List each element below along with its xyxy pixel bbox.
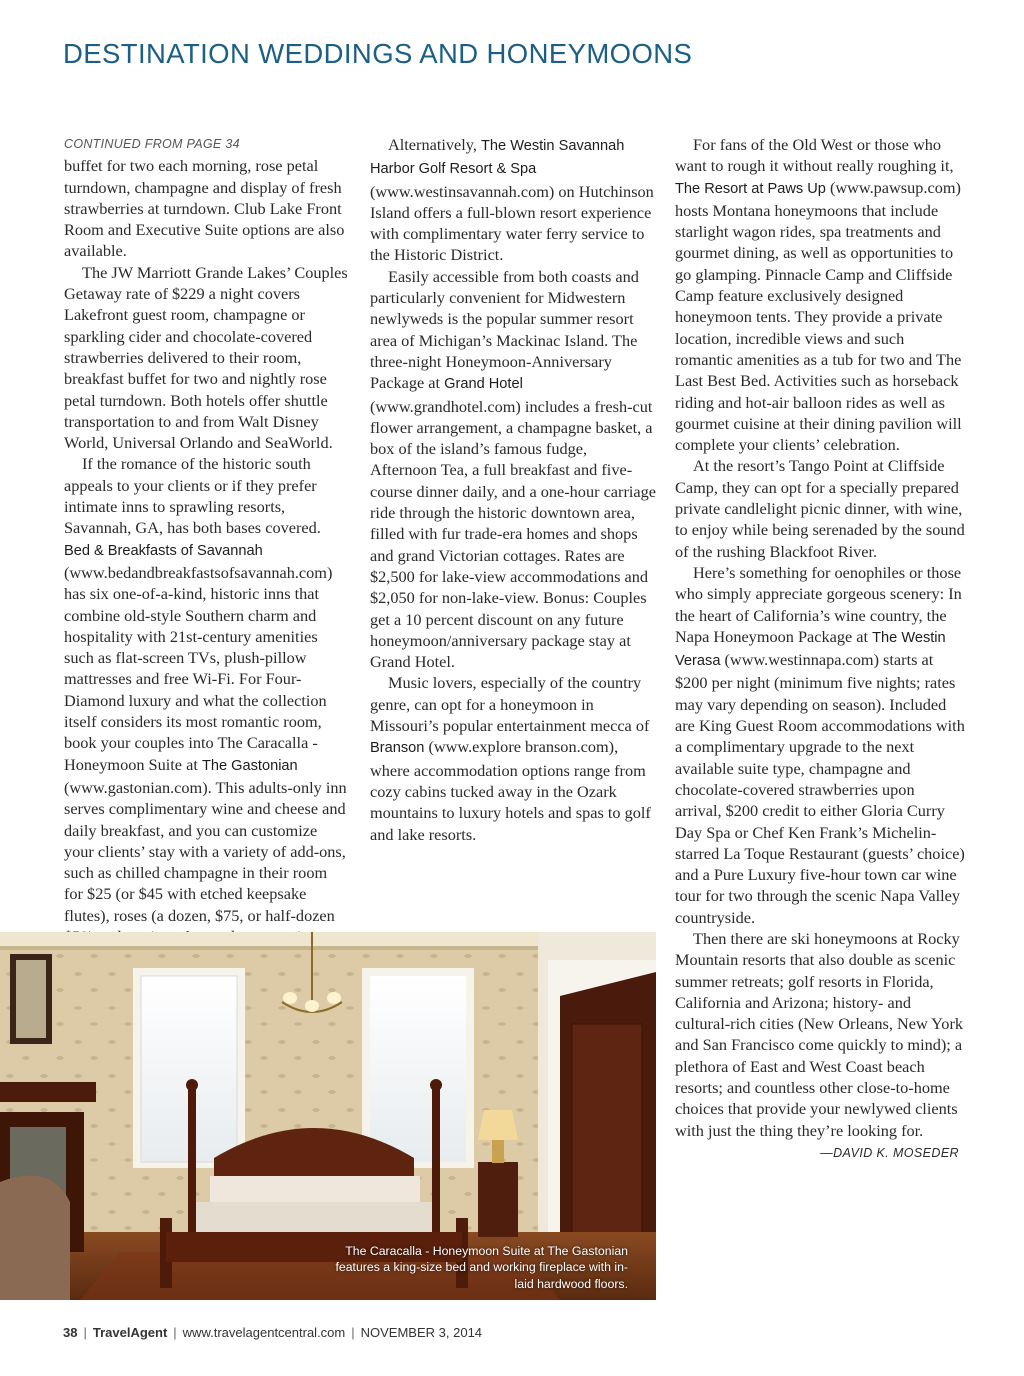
business-name: The Resort at Paws Up xyxy=(675,180,826,197)
paragraph xyxy=(64,453,350,968)
paragraph-text: Easily accessible from both coasts and particularly convenient for Midwestern newlyweds is the popular summer resort area of Michigan’s Mackinac Island. The three-night Honeymoon-Anniversary Package at xyxy=(370,266,639,393)
paragraph-text: (www.gastonian.com). This adults-only inn serves complimentary wine and cheese and daily breakfast, and you can customize your clients’ stay with a variety of add-ons, such as chilled champagne in their room for $25 (or $45 with etched keepsake flutes), roses (a dozen, $75, or half-dozen xyxy=(64,777,347,925)
paragraph-text: (www.explore branson.com), where accommodation options range from cozy cabins tucked away in the Ozark mountains to luxury hotels and spas to golf and lake resorts. xyxy=(370,737,651,844)
bedroom-photo xyxy=(0,932,656,1300)
business-name: The Westin Verasa xyxy=(675,629,946,670)
paragraph-text: (www.bedandbreakfastsofsavannah.com) has six one-of-a-kind, historic inns that combine old-style Southern charm and hospitality with 21st-century amenities such as flat-screen TVs, plush-pillow mattresses and free Wi-Fi. For Four-Diamond luxury and what the collection itself considers its most romantic room, book your couples into The Caracalla - Honeymoon Suite at xyxy=(64,562,333,774)
paragraph-text: Music lovers, especially of the country genre, can opt for a honeymoon in Missouri’s popular entertainment mecca of xyxy=(370,673,650,736)
issue-date: NOVEMBER 3, 2014 xyxy=(360,1325,483,1340)
footer-url[interactable]: www.travelagentcentral.com xyxy=(182,1325,346,1340)
separator: | xyxy=(173,1325,177,1340)
separator: | xyxy=(83,1325,87,1340)
paragraph xyxy=(370,134,656,266)
paragraph-text: Alternatively, xyxy=(388,135,477,154)
paragraph-text: For fans of the Old West or those who want to rough it without really roughing it, xyxy=(675,135,954,176)
page-number: 38 xyxy=(63,1325,78,1340)
paragraph-text: (www.westinsavannah.com) on Hutchinson Island offers a full-blown resort experience with complimentary water ferry service to the Historic District. xyxy=(370,181,654,265)
separator: | xyxy=(351,1325,355,1340)
magazine-brand: TravelAgent xyxy=(92,1325,168,1340)
paragraph-text: (www.grandhotel.com) includes a fresh-cut flower arrangement, a champagne basket, a box of the island’s famous fudge, Afternoon Tea, a full breakfast and five-course dinner daily, and a one-hour carriage ride through the historic downtown area, filled with fur trade-era homes and shops and grand Victorian cottages. Rates are $2,500 for lake-view accommodations and $2,050 for non-lake-view. Bonus: Couples get a 10 percent discount on any future honeymoon/anniversary package stay at Grand Hotel. xyxy=(370,396,656,672)
paragraph: At the resort’s Tango Point at Cliffside Camp, they can opt for a specially prepared private candlelight picnic dinner, with wine, to enjoy while being serenaded by the sound of the rushing Blackfoot River. xyxy=(675,456,965,561)
article-column-1 xyxy=(64,134,350,969)
page-footer xyxy=(63,1325,482,1340)
paragraph-text: (www.westinnapa.com) starts at $200 per night (minimum five nights; rates may vary depending on season). Included are King Guest Room accommodations with a complimentary upgrade to the next available suite type, champagne and chocolate-covered strawberries upon arrival, $200 credit to either Gloria Curry Day Spa or Chef Ken Frank’s Michelin-starred La Toque Restaurant (guests’ choice) and a Pure Luxury five-hour town car wine tour for two through the scenic Napa Valley countryside. xyxy=(675,650,965,927)
business-name: Grand Hotel xyxy=(444,376,523,393)
author-byline: —DAVID K. MOSEDER xyxy=(820,1145,959,1160)
business-name: The Gastonian xyxy=(201,757,298,774)
paragraph xyxy=(675,562,965,928)
continued-from-label: CONTINUED FROM PAGE 34 xyxy=(64,137,240,151)
paragraph-text: If the romance of the historic south appeals to your clients or if they prefer intimate inns to sprawling resorts, Savannah, GA, has both bases covered. xyxy=(64,454,321,538)
business-name: The Westin Savannah Harbor Golf Resort & Spa xyxy=(370,138,625,178)
paragraph xyxy=(370,672,656,844)
paragraph-text: Here’s something for oenophiles or those who simply appreciate gorgeous scenery: In the heart of California’s wine country, the Napa Honeymoon Package at xyxy=(675,562,962,646)
paragraph xyxy=(370,266,656,673)
article-column-2 xyxy=(370,134,656,845)
paragraph-text: (www.pawsup.com) hosts Montana honeymoons that include starlight wagon rides, spa treatments and gourmet dining, as well as opportunities to go glamping. Pinnacle Camp and Cliffside Camp feature exclusively designed honeymoon tents. They provide a private location, incredible views and such romantic amenities as a tub for two and The Last Best Bed. Activities such as horseback riding and hot-air balloon rides as well as gourmet cuisine at their dining pavilion will complete your clients’ celebration. xyxy=(675,177,962,455)
paragraph: Then there are ski honeymoons at Rocky Mountain resorts that also double as scenic summer retreats; golf resorts in Florida, California and Arizona; history- and cultural-rich cities (New Orleans, New York and San Francisco come quickly to mind); a plethora of East and West Coast beach resorts; and countless other close-to-home choices that provide your newlywed clients with just the thing they’re looking for. xyxy=(675,928,964,1140)
paragraph xyxy=(675,134,965,455)
paragraph: buffet for two each morning, rose petal turndown, champagne and display of fresh strawberries at turndown. Club Lake Front Room and Executive Suite options are also available. xyxy=(64,156,345,261)
business-name: Bed & Breakfasts of Savannah xyxy=(64,542,263,559)
photo-caption: The Caracalla - Honeymoon Suite at The Gastonian features a king-size bed and working fireplace with in-laid hardwood floors. xyxy=(335,1243,628,1291)
business-name: Branson xyxy=(370,740,425,757)
paragraph: The JW Marriott Grande Lakes’ Couples Getaway rate of $229 a night covers Lakefront guest room, champagne or sparkling cider and chocolate-covered strawberries delivered to their room, breakfast buffet for two and nightly rose petal turndown. Both hotels offer shuttle transportation to and from Walt Disney World, Universal Orlando and SeaWorld. xyxy=(64,262,348,453)
article-column-3 xyxy=(675,134,965,1164)
section-title: DESTINATION WEDDINGS AND HONEYMOONS xyxy=(63,38,693,69)
